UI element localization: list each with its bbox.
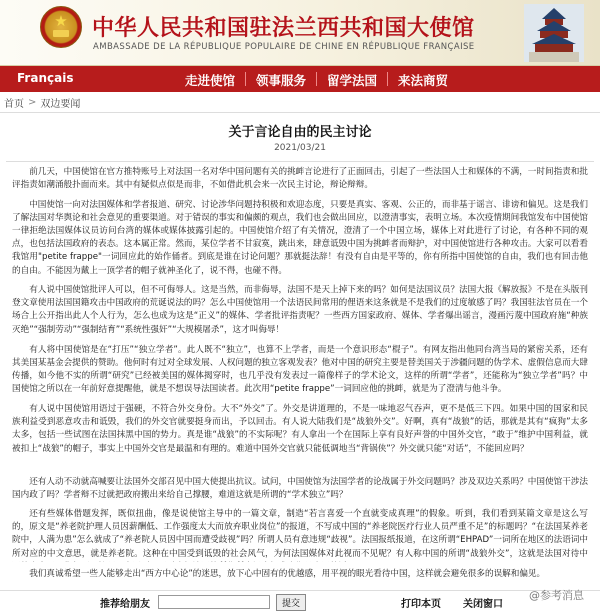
watermark: @参考消息 [529, 589, 584, 602]
temple-of-heaven-icon [524, 4, 584, 62]
article-paragraph: 还有人动不动就高喊要让法国外交部召见中国大使提出抗议。试问，中国使馆为法国学者的论战属于外交问题吗？涉及双边关系吗？中国使馆干涉法国内政了吗？学者辩不过就把政府搬出来给自己撑腰，难道这就是所谓的“学术独立”吗？ [12, 476, 588, 500]
main-nav [0, 66, 600, 92]
article-paragraph: 有人说中国使馆用语过于强硬，不符合外交身份。大不“外交”了。外交是讲道理的，不是一味地忍气吞声，更不是低三下四。如果中国的国家和民族利益受到恶意攻击和诋毁，我们的外交官就要挺身而出，予以回击。有人说大陆我们是“战狼外交”。好啊，真有“战狼”的话，那就是其有“疯狗”太多太多，包括一些试图在法国抹黑中国的势力。真是谁“战狼”的不实际呢？有人拿出一个在国际上享有良好声誉的中国外交官，“敢于”维护中国利益，就被扣上“战狼”的帽子，事实上中国外交官是最温和有理的。难道中国外交官就只能低调地当“背锅侠”？外交就只能“对话”，不能回应吗？ [12, 404, 588, 454]
article-paragraph: 有人说中国使馆批评人可以，但不可侮辱人。这是当然，而非侮辱，法国不是天上掉下来的吗？如何是法国议员？法国大报《解放报》不是在头版刊登文章使用法国国籍攻击中国政府的荒诞说法的吗？怎么中国使馆用一个法语民间常用的俚语来这条就是不是我们的过度敏感了吗？我国驻法官员在一个场合上公开指出此人个人行为，怎么也成为这是“正义”的媒体、学者批评指责呢？一些西方国家政府、媒体、学者爆出谣言，漫画污蔑中国政府施“种族灭绝”“强制劳动”“强制结育”“系统性强奸”“大规模屠杀”，这才叫侮辱！ [12, 285, 588, 335]
article-footer [0, 590, 600, 613]
recommend-email-input[interactable] [158, 595, 270, 609]
article-date: 2021/03/21 [274, 143, 326, 153]
site-subtitle: AMBASSADE DE LA RÉPUBLIQUE POPULAIRE DE CHINE EN RÉPUBLIQUE FRANÇAISE [93, 42, 475, 52]
nav-item-study[interactable]: 留学法国 [327, 73, 378, 88]
recommend-label: 推荐给朋友 [100, 598, 150, 610]
nav-item-trade[interactable]: 来法商贸 [398, 73, 449, 88]
site-title[interactable]: 中华人民共和国驻法兰西共和国大使馆 [92, 16, 475, 41]
national-emblem-icon: ★ [40, 6, 82, 48]
article-paragraph: 有人将中国使馆是在“打压”“独立学者”。此人既不“独立”，也算不上学者，而是一个意识形态“棍子”。有网友指出他同台湾当局的紧密关系，还有其美国某基金会提供的赞助。他何时有过对全球发展、人权问题的独立客观发表？他对中国的研究主要是替美国关于涉疆问题的伪学术、虚假信息而大肆传播，如今他不实的所谓“研究”已经被美国的媒体揭穿时，也几乎没有发表过一篇像样子的学术论文，这样的所谓“学者”，还能称为“独立学者”吗？中国使馆之所以在一年前好意提醒他，就是不想误导法国读者。此次用“petite frappe”一词回应他的挑衅，就是为了澄清与他斗争。 [12, 344, 588, 395]
article-body [0, 162, 600, 595]
language-switch-link[interactable]: Français [17, 71, 74, 85]
article-title: 关于言论自由的民主讨论 [228, 125, 372, 140]
article-paragraph: 前几天，中国使馆在官方推特账号上对法国一名对华中国问题有关的挑衅言论进行了正面回击，引起了一些法国人士和媒体的不满，一时间指责和批评指责如潮涌般扑面而来。其中有疑似点似是而非，不如借此机会来一次民主讨论，辩论辩辩。 [12, 167, 588, 191]
site-header [0, 0, 600, 66]
nav-item-embassy[interactable]: 走进使馆 [185, 73, 236, 88]
article-paragraph: 还有些媒体借题发挥，既似扭曲，像是说使馆主导中的一篇文章，制造“若言喜爱一个直就变成真理”的假象。听到，我们看到某篇文章是这么写的，原文是“养老院护理人员因薪酬低、工作强度太大而放弃职业岗位”的报道，不写成中国的“养老院医疗行业人员严重不足”的标题吗？“在法国某养老院中，人满为患”怎么就成了“养老院人员因中国而遭受歧视”吗？所谓人员有意违规“歧视”。法国报纸报道，在这所谓“EHPAD”一词所在地区的法语词中所对应的中文意思，就是养老院。这种在中国受到诋毁的社会风气，为何法国媒体对此视而不见呢？有人称中国的所谓“战狼外交”，这就是法国对待中 [12, 509, 588, 559]
breadcrumb-section-link[interactable]: 双边要闻 [40, 98, 81, 110]
print-page-link[interactable]: 打印本页 [401, 598, 442, 610]
article-paragraph: 中国使馆一向对法国媒体和学者报道、研究、讨论涉华问题持积极和欢迎态度，只要是真实、客观、公正的，而非基于谣言、诽谤和偏见。这是我们了解法国对华舆论和社会意见的重要渠道。对于错误的事实和偏颇的观点，我们也会做出回应，以澄清事实，表明立场。本次疫情期间我馆发布中国使馆一律拒绝法国媒体议员访问台湾的媒体或媒体披露引起的。中国使馆介绍了有关情况，澄清了一个中国立场，媒体上对此进行了讨论，有各种不同的观点，也包括法国政府的表态。这本属正常。然而，某位学者不甘寂寞，跳出来，肆意诋毁中国为挑衅者而辩护，对中国使馆进行各种攻击。大家可以看看我馆用"petite frappe"一词回应此的始作俑者。到底是谁在讨论问题？那就挺法辞！有没有自由是平等的，你有所指中国使馆的自由，我们也有回击他的自由。不能因为戴上一顶学者的帽子就神圣化了，说不得，也碰不得。 [12, 199, 588, 276]
breadcrumb-home-link[interactable]: 首页 [4, 98, 24, 110]
submit-button[interactable]: 提交 [276, 594, 306, 611]
close-window-link[interactable]: 关闭窗口 [463, 598, 504, 610]
breadcrumb: 首页 > 双边要闻 [0, 92, 600, 113]
article-paragraph: 我们真诚希望一些人能够走出“西方中心论”的迷思，放下心中固有的优越感，用平视的眼光看待中国，这样就会避免很多的误解和偏见。 [29, 568, 546, 579]
nav-item-consular[interactable]: 领事服务 [256, 73, 307, 88]
